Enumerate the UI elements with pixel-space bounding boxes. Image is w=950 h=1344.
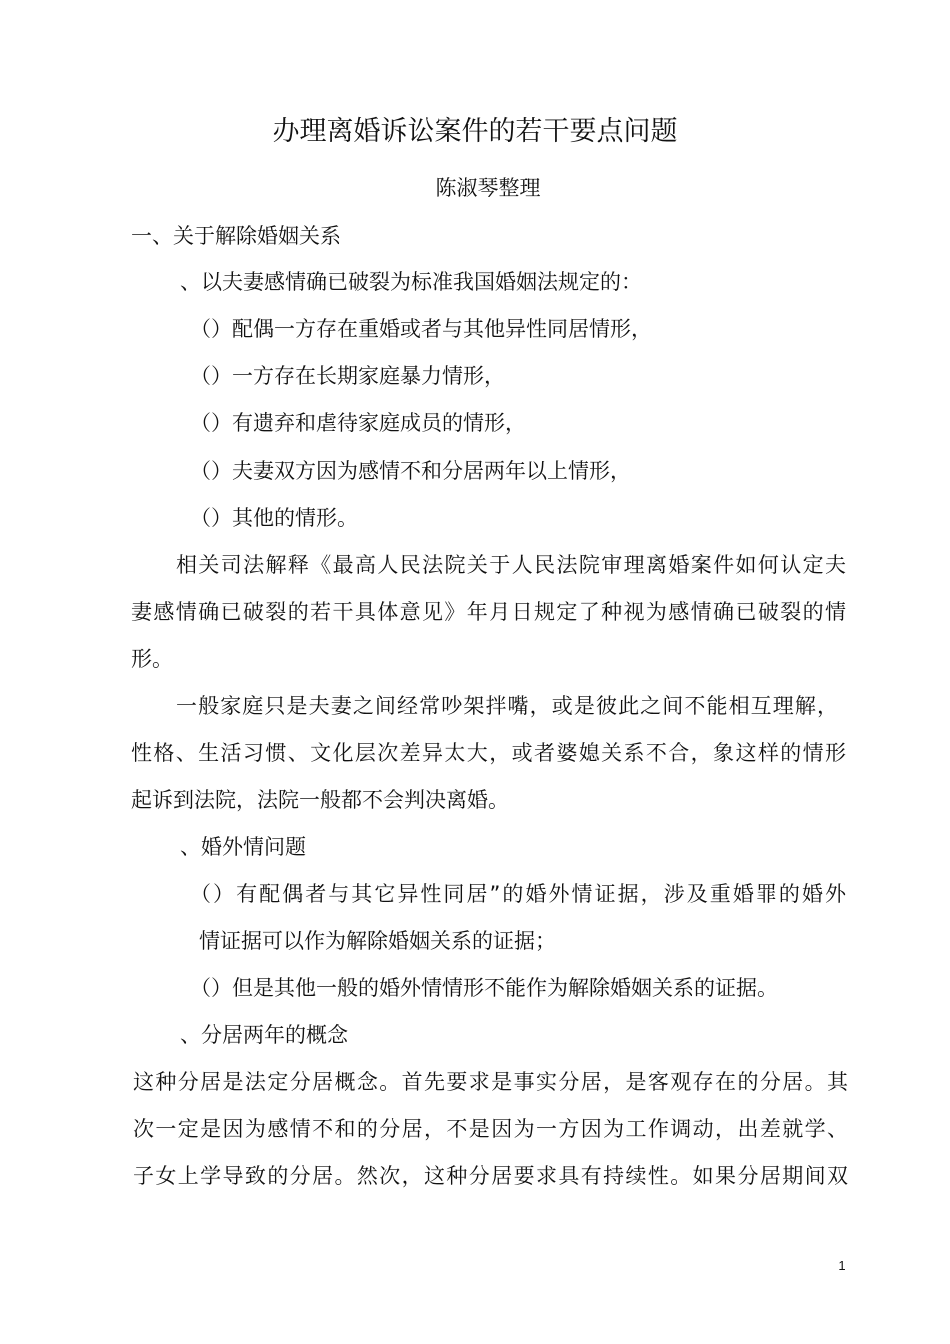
item-heading: 、分居两年的概念 [180, 1023, 348, 1047]
paragraph-line: 形。 [131, 647, 173, 671]
list-item: （）其他的情形。 [190, 506, 358, 530]
document-author: 陈淑琴整理 [435, 176, 541, 200]
list-item: （）配偶一方存在重婚或者与其他异性同居情形， [190, 317, 652, 341]
list-item: 情证据可以作为解除婚姻关系的证据； [199, 929, 556, 953]
section-heading: 一、关于解除婚姻关系 [131, 224, 341, 248]
paragraph-line: 次一定是因为感情不和的分居，不是因为一方因为工作调动，出差就学、 [133, 1117, 848, 1141]
paragraph-line: 一般家庭只是夫妻之间经常吵架拌嘴，或是彼此之间不能相互理解， [176, 694, 838, 718]
paragraph-line: 性格、生活习惯、文化层次差异太大，或者婆媳关系不合，象这样的情形 [131, 741, 846, 765]
item-heading: 、以夫妻感情确已破裂为标准我国婚姻法规定的： [180, 270, 642, 294]
list-item: （）一方存在长期家庭暴力情形， [190, 364, 505, 388]
paragraph-line: 相关司法解释《最高人民法院关于人民法院审理离婚案件如何认定夫 [176, 553, 846, 577]
list-item: （）有遗弃和虐待家庭成员的情形， [190, 411, 526, 435]
document-title: 办理离婚诉讼案件的若干要点问题 [272, 116, 678, 147]
item-heading: 、婚外情问题 [180, 835, 306, 859]
paragraph-line: 起诉到法院，法院一般都不会判决离婚。 [131, 788, 509, 812]
list-item: （）但是其他一般的婚外情情形不能作为解除婚姻关系的证据。 [190, 976, 778, 1000]
list-item: （）夫妻双方因为感情不和分居两年以上情形， [190, 459, 631, 483]
paragraph-line: 子女上学导致的分居。然次，这种分居要求具有持续性。如果分居期间双 [133, 1164, 848, 1188]
paragraph-line: 这种分居是法定分居概念。首先要求是事实分居，是客观存在的分居。其 [133, 1070, 848, 1094]
paragraph-line: 妻感情确已破裂的若干具体意见》年月日规定了种视为感情确已破裂的情 [131, 600, 846, 624]
page-number: 1 [838, 1258, 846, 1273]
list-item: （）有配偶者与其它异性同居”的婚外情证据，涉及重婚罪的婚外 [190, 882, 846, 906]
